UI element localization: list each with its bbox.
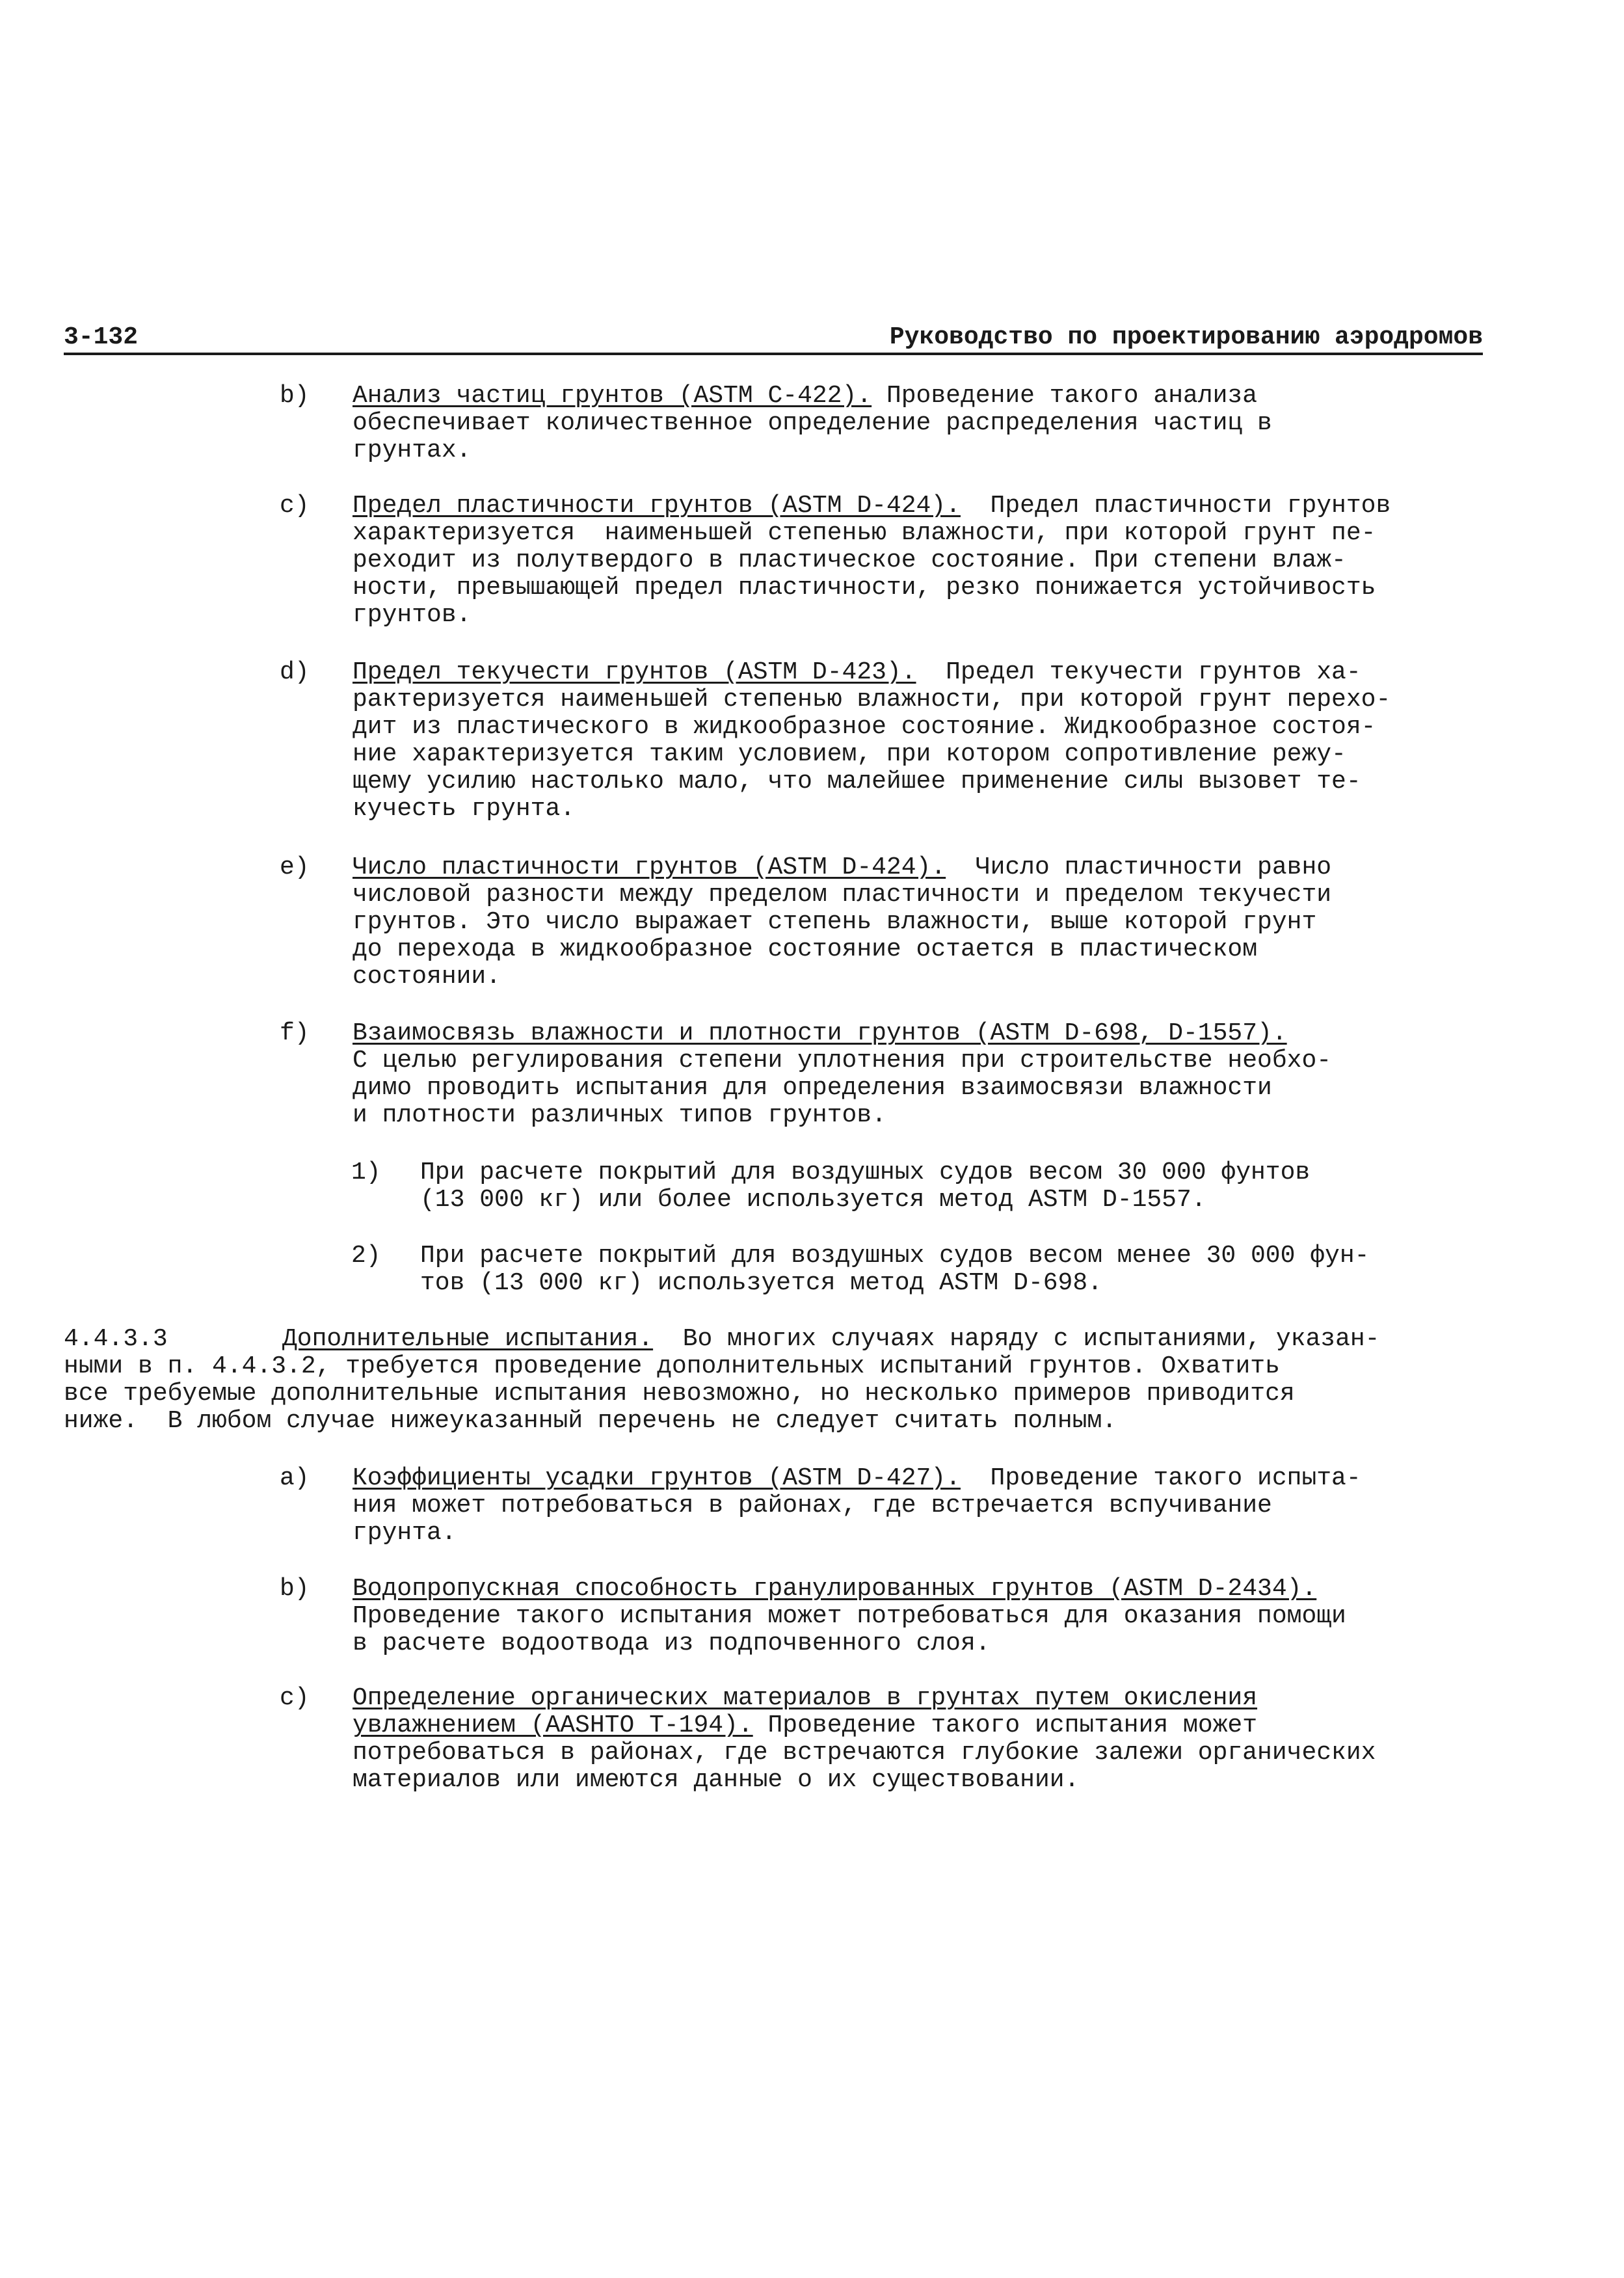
item-label: 1) — [351, 1159, 381, 1186]
item-line: Число пластичности равно — [946, 853, 1332, 881]
item-line: обеспечивает количественное определение распределения частиц в — [353, 409, 1272, 437]
item-line: кучесть грунта. — [353, 795, 576, 823]
item-line: Предел текучести грунтов ха- — [916, 658, 1361, 686]
item-heading: Определение органических материалов в грунтах путем окисления — [353, 1684, 1258, 1712]
item-line: грунтов. Это число выражает степень влажности, выше которой грунт — [353, 908, 1317, 936]
item-line: до перехода в жидкообразное состояние остается в пластическом — [353, 935, 1258, 963]
section-line: ными в п. 4.4.3.2, требуется проведение дополнительных испытаний грунтов. Охватить — [64, 1352, 1280, 1380]
item-line: щему усилию настолько мало, что малейшее применение силы вызовет те- — [353, 768, 1361, 796]
item-line: Предел пластичности грунтов — [960, 492, 1391, 520]
section-line: Во многих случаях наряду с испытаниями, указан- — [653, 1325, 1380, 1353]
item-line: При расчете покрытий для воздушных судов весом менее 30 000 фун- — [420, 1242, 1370, 1270]
section-line: ниже. В любом случае нижеуказанный перечень не следует считать полным. — [64, 1407, 1117, 1435]
page-number: 3-132 — [64, 323, 139, 351]
item-label: e) — [280, 853, 310, 881]
item-line: материалов или имеются данные о их существовании. — [353, 1766, 1080, 1794]
item-line: С целью регулирования степени уплотнения при строительстве необхо- — [353, 1047, 1332, 1075]
section-line: все требуемые дополнительные испытания невозможно, но несколько примеров приводится — [64, 1380, 1295, 1408]
item-heading: Коэффициенты усадки грунтов (ASTM D-427). — [353, 1464, 961, 1492]
page-header — [64, 323, 1483, 355]
item-line: (13 000 кг) или более используется метод ASTM D-1557. — [420, 1186, 1206, 1214]
item-line: грунта. — [353, 1519, 457, 1547]
item-label: c) — [280, 1684, 310, 1712]
item-label: 2) — [351, 1242, 381, 1270]
item-line: тов (13 000 кг) используется метод ASTM D-698. — [420, 1269, 1102, 1297]
item-heading: Взаимосвязь влажности и плотности грунтов (ASTM D-698, D-1557). — [353, 1019, 1287, 1047]
item-line: Проведение такого испыта- — [960, 1464, 1361, 1492]
item-line: характеризуется наименьшей степенью влажности, при которой грунт пе- — [353, 519, 1376, 547]
item-line: и плотности различных типов грунтов. — [353, 1101, 886, 1129]
item-heading: увлажнением (AASHTO T-194). — [353, 1711, 753, 1739]
item-label: c) — [280, 492, 310, 520]
item-line: числовой разности между пределом пластичности и пределом текучести — [353, 881, 1332, 909]
item-line: состоянии. — [353, 963, 501, 991]
item-line: Проведение такого испытания может — [752, 1711, 1258, 1739]
item-line: Проведение такого испытания может потребоваться для оказания помощи — [353, 1602, 1346, 1630]
item-line: ния может потребоваться в районах, где встречается вспучивание — [353, 1492, 1272, 1520]
item-line: димо проводить испытания для определения взаимосвязи влажности — [353, 1074, 1272, 1102]
item-line: рактеризуется наименьшей степенью влажности, при которой грунт перехо- — [353, 686, 1391, 714]
item-heading: Анализ частиц грунтов (ASTM C-422). — [353, 382, 872, 410]
section-heading: Дополнительные испытания. — [282, 1325, 654, 1353]
item-line: ности, превышающей предел пластичности, резко понижается устойчивость — [353, 574, 1376, 602]
item-line: в расчете водоотвода из подпочвенного слоя. — [353, 1629, 991, 1657]
item-label: b) — [280, 1575, 310, 1603]
item-heading: Предел текучести грунтов (ASTM D-423). — [353, 658, 916, 686]
item-line: дит из пластического в жидкообразное состояние. Жидкообразное состоя- — [353, 713, 1376, 741]
item-label: d) — [280, 658, 310, 686]
item-label: f) — [280, 1019, 310, 1047]
item-line: потребоваться в районах, где встречаются глубокие залежи органических — [353, 1739, 1376, 1767]
item-line: ние характеризуется таким условием, при котором сопротивление режу- — [353, 740, 1346, 768]
item-line: Проведение такого анализа — [872, 382, 1258, 410]
item-heading: Число пластичности грунтов (ASTM D-424). — [353, 853, 946, 881]
item-line: При расчете покрытий для воздушных судов весом 30 000 фунтов — [420, 1159, 1311, 1186]
section-number: 4.4.3.3 — [64, 1325, 168, 1353]
item-line: грунтов. — [353, 601, 472, 629]
item-line: грунтах. — [353, 436, 472, 464]
item-label: a) — [280, 1464, 310, 1492]
item-heading: Водопропускная способность гранулированных грунтов (ASTM D-2434). — [353, 1575, 1317, 1603]
item-label: b) — [280, 382, 310, 410]
running-title: Руководство по проектированию аэродромов — [889, 323, 1483, 351]
item-heading: Предел пластичности грунтов (ASTM D-424). — [353, 492, 961, 520]
item-line: реходит из полутвердого в пластическое состояние. При степени влаж- — [353, 546, 1346, 574]
